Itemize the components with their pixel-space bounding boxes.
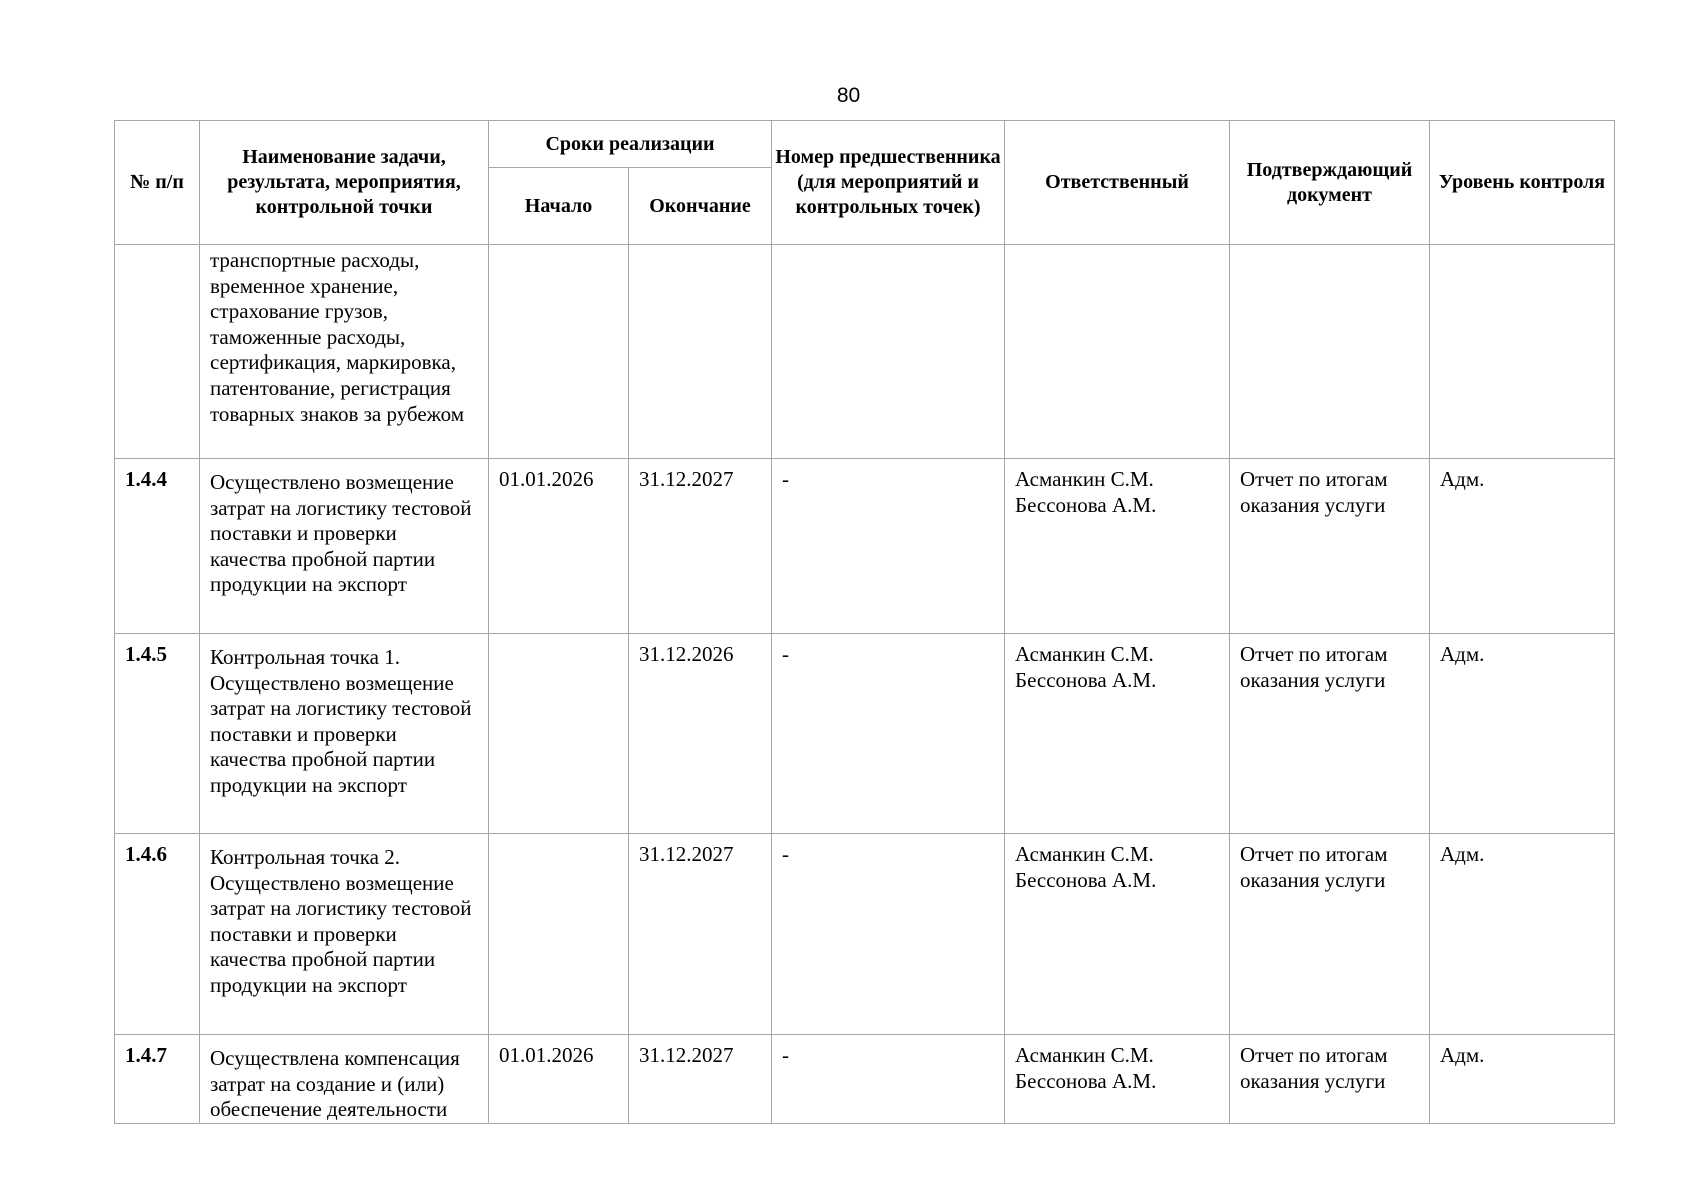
row-control: Адм.	[1440, 467, 1485, 491]
header-start: Начало	[489, 168, 629, 245]
row-num: 1.4.5	[125, 642, 167, 666]
row-document: Отчет по итогам оказания услуги	[1240, 642, 1388, 692]
row-control: Адм.	[1440, 1043, 1485, 1067]
row-start: 01.01.2026	[499, 467, 594, 491]
cell-name	[200, 245, 489, 459]
header-responsible: Ответственный	[1005, 121, 1230, 245]
table-row-continuation	[115, 245, 1615, 459]
row-predecessor: -	[782, 842, 790, 866]
header-end: Окончание	[629, 168, 772, 245]
table-row	[115, 459, 1615, 634]
row-predecessor: -	[782, 1043, 790, 1067]
row-start: 01.01.2026	[499, 1043, 594, 1067]
row-responsible: Асманкин С.М. Бессонова А.М.	[1015, 1043, 1157, 1093]
page-number: 80	[836, 84, 861, 107]
row-name: Контрольная точка 2. Осуществлено возмещение затрат на логистику тестовой поставки и проверки качества пробной партии продукции на экспорт	[210, 845, 472, 997]
cell-document	[1230, 245, 1430, 459]
cell-responsible	[1005, 245, 1230, 459]
row-responsible: Асманкин С.М. Бессонова А.М.	[1015, 842, 1157, 892]
header-num: № п/п	[115, 121, 200, 245]
row-num: 1.4.7	[125, 1043, 167, 1067]
table-row	[115, 1035, 1615, 1124]
row-end: 31.12.2027	[639, 1043, 734, 1067]
header-document: Подтверждающий документ	[1230, 121, 1430, 245]
row-end: 31.12.2027	[639, 467, 734, 491]
header-terms: Сроки реализации	[489, 121, 772, 168]
row-responsible: Асманкин С.М. Бессонова А.М.	[1015, 467, 1157, 517]
row-start	[489, 634, 628, 642]
row-document: Отчет по итогам оказания услуги	[1240, 1043, 1388, 1093]
table-header	[115, 121, 1615, 245]
cell-num	[115, 245, 200, 459]
cell-end	[629, 245, 772, 459]
row-responsible: Асманкин С.М. Бессонова А.М.	[1015, 642, 1157, 692]
cell-predecessor	[772, 245, 1005, 459]
table-row	[115, 834, 1615, 1035]
row-document: Отчет по итогам оказания услуги	[1240, 467, 1388, 517]
row-end: 31.12.2027	[639, 842, 734, 866]
row-name: Контрольная точка 1. Осуществлено возмещение затрат на логистику тестовой поставки и проверки качества пробной партии продукции на экспорт	[210, 645, 472, 797]
row-name: Осуществлена компенсация затрат на создание и (или) обеспечение деятельности	[210, 1046, 460, 1122]
row-start	[489, 834, 628, 842]
row-predecessor: -	[782, 642, 790, 666]
row-name: Осуществлено возмещение затрат на логистику тестовой поставки и проверки качества пробной партии продукции на экспорт	[210, 470, 472, 597]
row-end: 31.12.2026	[639, 642, 734, 666]
header-control: Уровень контроля	[1430, 121, 1615, 245]
cell-start	[489, 245, 629, 459]
cell-control	[1430, 245, 1615, 459]
row-control: Адм.	[1440, 642, 1485, 666]
continuation-name: транспортные расходы, временное хранение, страхование грузов, таможенные расходы, сертификация, маркировка, патентование, регистрация товарных знаков за рубежом	[210, 248, 465, 426]
implementation-plan-table	[114, 120, 1615, 1124]
header-predecessor: Номер предшественника (для мероприятий и контрольных точек)	[772, 121, 1005, 245]
table-row	[115, 634, 1615, 834]
header-name: Наименование задачи, результата, мероприятия, контрольной точки	[200, 121, 489, 245]
row-document: Отчет по итогам оказания услуги	[1240, 842, 1388, 892]
row-control: Адм.	[1440, 842, 1485, 866]
row-num: 1.4.4	[125, 467, 167, 491]
row-predecessor: -	[782, 467, 790, 491]
row-num: 1.4.6	[125, 842, 167, 866]
